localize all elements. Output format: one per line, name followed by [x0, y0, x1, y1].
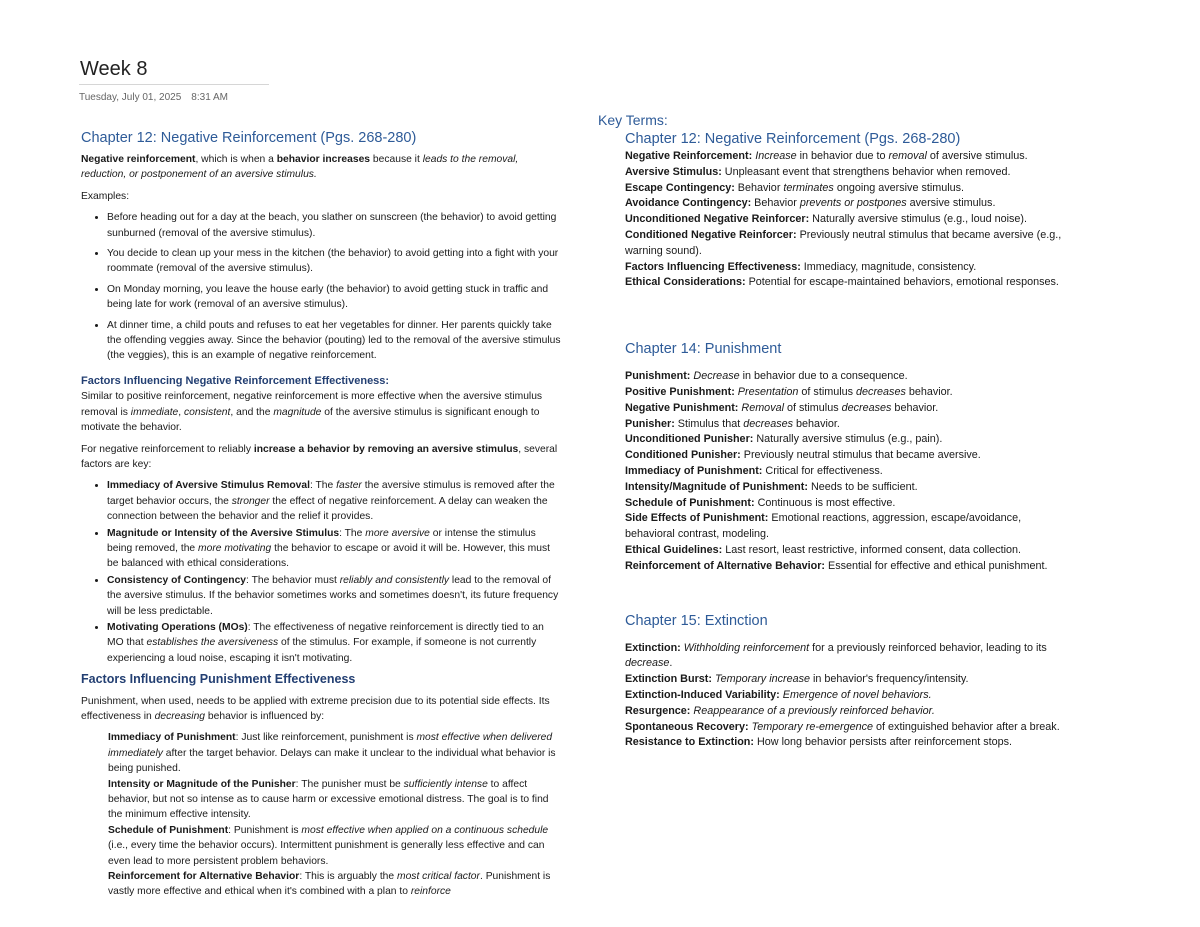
nr-definition: Negative reinforcement, which is when a behavior increases because it leads to the removal, reduction, or postponement of an aversive stimulus.: [81, 154, 519, 181]
key-term-item: Side Effects of Punishment: Emotional reactions, aggression, escape/avoidance, behavioral contrast, modeling.: [625, 512, 1022, 541]
nr-factors-intro: Similar to positive reinforcement, negative reinforcement is more effective when the aversive stimulus removal is immediate, consistent, and the magnitude of the aversive stimulus is significant enough to motivate the behavior.: [81, 391, 543, 434]
ch14-term-list: [625, 369, 1068, 574]
key-term-item: Unconditioned Negative Reinforcer: Naturally aversive stimulus (e.g., loud noise).: [625, 213, 1027, 226]
key-term-item: Factors Influencing Effectiveness: Immediacy, magnitude, consistency.: [625, 260, 977, 273]
key-term-item: Avoidance Contingency: Behavior prevents or postpones aversive stimulus.: [625, 197, 996, 210]
key-term-item: Intensity/Magnitude of Punishment: Needs to be sufficient.: [625, 480, 918, 493]
chapter-14-heading: Chapter 14: Punishment: [625, 341, 782, 358]
list-item: • At dinner time, a child pouts and refuses to eat her vegetables for dinner. Her parents quickly take the offending veggies away. Since the behavior (pouting) led to the removal of the aversive stimulus (the veggies), this is an example of negative reinforcement.: [107, 318, 561, 364]
key-term-item: Conditioned Punisher: Previously neutral stimulus that became aversive.: [625, 449, 981, 462]
key-term-item: Conditioned Negative Reinforcer: Previously neutral stimulus that became aversive (e.g., warning sound).: [625, 228, 1062, 257]
key-term-item: Negative Punishment: Removal of stimulus decreases behavior.: [625, 401, 939, 414]
punishment-factors-heading: Factors Influencing Punishment Effectiveness: [81, 672, 356, 687]
list-item: Reinforcement for Alternative Behavior: This is arguably the most critical factor. Punishment is vastly more effective and ethical when it's combined with a plan to reinforce: [108, 871, 551, 898]
list-item: • Immediacy of Aversive Stimulus Removal: The faster the aversive stimulus is removed after the target behavior occurs, the stronger the effect of negative reinforcement. A delay can weaken the connection between the behavior and the relief it provides.: [107, 478, 561, 524]
nr-factors-list: [81, 478, 561, 666]
page-title: Week 8: [80, 58, 148, 80]
list-item: • You decide to clean up your mess in the kitchen (the behavior) to avoid getting into a fight with your roommate (removal of the aversive stimulus).: [107, 246, 561, 277]
key-term-item: Ethical Guidelines: Last resort, least restrictive, informed consent, data collection.: [625, 543, 1022, 556]
examples-label: Examples:: [81, 190, 130, 202]
key-term-item: Extinction Burst: Temporary increase in behavior's frequency/intensity.: [625, 673, 969, 686]
key-term-item: Positive Punishment: Presentation of stimulus decreases behavior.: [625, 385, 953, 398]
key-term-item: Resistance to Extinction: How long behavior persists after reinforcement stops.: [625, 736, 1013, 749]
page-date: Tuesday, July 01, 2025: [79, 92, 182, 103]
chapter-15-heading: Chapter 15: Extinction: [625, 612, 768, 629]
list-item: • Motivating Operations (MOs): The effectiveness of negative reinforcement is directly tied to an MO that establishes the aversiveness of the stimulus. For example, if someone is not currently experiencing a loud noise, escaping it isn't motivating.: [107, 620, 561, 666]
key-term-item: Punisher: Stimulus that decreases behavior.: [625, 417, 840, 430]
key-terms-label: Key Terms:: [598, 112, 668, 128]
punishment-factors-list: [81, 730, 561, 899]
list-item: Immediacy of Punishment: Just like reinforcement, punishment is most effective when delivered immediately after the target behavior. Delays can make it unclear to the individual what behavior is being punished.: [108, 732, 556, 775]
key-term-item: Immediacy of Punishment: Critical for effectiveness.: [625, 464, 883, 477]
list-item: Intensity or Magnitude of the Punisher: The punisher must be sufficiently intense to affect behavior, but not so intense as to cause harm or excessive emotional distress. The goal is to find the minimum effective intensity.: [108, 778, 549, 821]
page-time: 8:31 AM: [191, 92, 228, 103]
key-term-item: Spontaneous Recovery: Temporary re-emergence of extinguished behavior after a break.: [625, 720, 1060, 733]
chapter-12-heading: Chapter 12: Negative Reinforcement (Pgs. 268-280): [81, 130, 417, 146]
page-datetime: [79, 92, 228, 103]
key-term-item: Ethical Considerations: Potential for escape-maintained behaviors, emotional responses.: [625, 276, 1059, 289]
list-item: • Magnitude or Intensity of the Aversive Stimulus: The more aversive or intense the stimulus being removed, the more motivating the behavior to escape or avoid it will be. However, this must be balanced with ethical considerations.: [107, 526, 561, 572]
key-term-item: Escape Contingency: Behavior terminates ongoing aversive stimulus.: [625, 181, 965, 194]
nr-factors-lead: For negative reinforcement to reliably increase a behavior by removing an aversive stimulus, several factors are key:: [81, 443, 558, 470]
key-term-item: Punishment: Decrease in behavior due to a consequence.: [625, 370, 908, 383]
ch15-term-list: [625, 641, 1068, 752]
key-term-item: Negative Reinforcement: Increase in behavior due to removal of aversive stimulus.: [625, 150, 1028, 162]
list-item: • On Monday morning, you leave the house early (the behavior) to avoid getting stuck in traffic and being late for work (removal of an aversive stimulus).: [107, 282, 561, 313]
punishment-factors-intro: Punishment, when used, needs to be applied with extreme precision due to its potential side effects. Its effectiveness in decreasing behavior is influenced by:: [81, 695, 550, 722]
chapter-12-key-terms-heading: Chapter 12: Negative Reinforcement (Pgs. 268-280): [625, 131, 961, 147]
list-item: • Before heading out for a day at the beach, you slather on sunscreen (the behavior) to avoid getting sunburned (removal of the aversive stimulus).: [107, 210, 561, 241]
key-term-item: Extinction: Withholding reinforcement for a previously reinforced behavior, leading to its decrease.: [625, 641, 1047, 670]
ch12-term-list: [625, 149, 1068, 291]
key-term-item: Resurgence: Reappearance of a previously reinforced behavior.: [625, 704, 935, 717]
key-term-item: Reinforcement of Alternative Behavior: Essential for effective and ethical punishment.: [625, 559, 1048, 572]
title-divider: [79, 84, 269, 85]
key-term-item: Aversive Stimulus: Unpleasant event that strengthens behavior when removed.: [625, 165, 1011, 178]
examples-list: [81, 210, 561, 364]
nr-factors-heading: Factors Influencing Negative Reinforcement Effectiveness:: [81, 374, 390, 387]
key-term-item: Extinction-Induced Variability: Emergence of novel behaviors.: [625, 688, 932, 701]
list-item: Schedule of Punishment: Punishment is most effective when applied on a continuous schedule (i.e., every time the behavior occurs). Intermittent punishment is generally less effective and can even lead to more persistent problem behaviors.: [108, 824, 549, 867]
list-item: • Consistency of Contingency: The behavior must reliably and consistently lead to the removal of the aversive stimulus. If the behavior sometimes works and sometimes doesn't, its future frequency will be less predictable.: [107, 573, 561, 619]
key-term-item: Unconditioned Punisher: Naturally aversive stimulus (e.g., pain).: [625, 433, 943, 446]
key-term-item: Schedule of Punishment: Continuous is most effective.: [625, 496, 896, 509]
key-terms-column: [598, 111, 1068, 751]
key-terms-ch12: [598, 129, 1068, 751]
left-notes-column: [81, 128, 561, 900]
